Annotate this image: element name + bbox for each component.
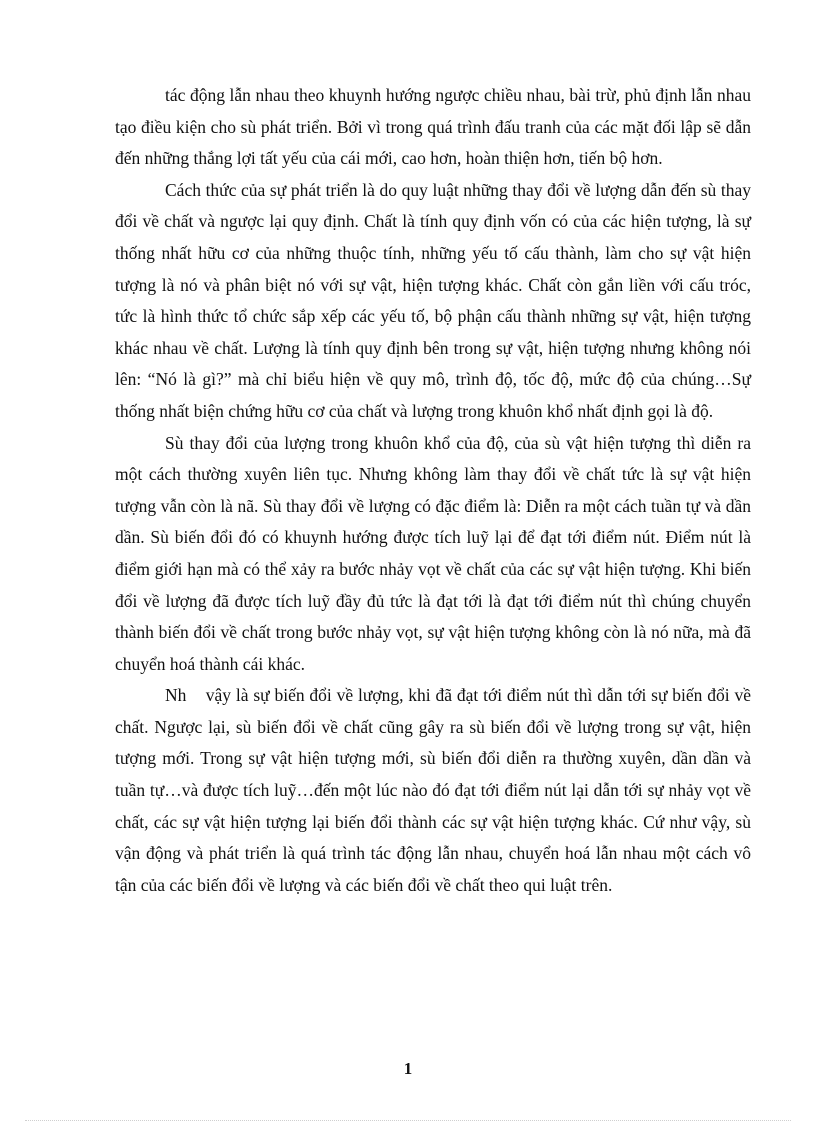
document-body (115, 80, 756, 901)
page-number: 1 (403, 1059, 413, 1078)
paragraph-3: Sù thay đổi của lượng trong khuôn khổ của độ, của sù vật hiện tượng thì diễn ra một cách thường xuyên liên tục. Nhưng không làm thay đổi về chất tức là sự vật hiện tượng vẫn còn là nã. Sù thay đổi về lượng có đặc điểm là: Diễn ra một cách tuần tự và dần dần. Sù biến đổi đó có khuynh hướng được tích luỹ lại để đạt tới điểm nút. Điểm nút là điểm giới hạn mà có thể xảy ra bước nhảy vọt về chất của các sự vật hiện tượng. Khi biến đổi về lượng đã được tích luỹ đầy đủ tức là đạt tới là đạt tới điểm nút thì chúng chuyển thành biến đổi về chất trong bước nhảy vọt, sự vật hiện tượng không còn là nó nữa, mà đã chuyển hoá thành cái khác. (115, 432, 751, 674)
paragraph-1: tác động lẫn nhau theo khuynh hướng ngược chiều nhau, bài trừ, phủ định lẫn nhau tạo điều kiện cho sù phát triển. Bởi vì trong quá trình đấu tranh của các mặt đối lập sẽ dẫn đến những thắng lợi tất yếu của cái mới, cao hơn, hoàn thiện hơn, tiến bộ hơn. (115, 85, 751, 169)
footer-divider (25, 1120, 791, 1121)
paragraph-4: Nh vậy là sự biến đổi về lượng, khi đã đạt tới điểm nút thì dẫn tới sự biến đổi về chất. Ngược lại, sù biến đổi về chất cũng gây ra sù biến đổi về lượng trong sự vật, hiện tượng mới. Trong sự vật hiện tượng mới, sù biến đổi diễn ra thường xuyên, dần dần và tuần tự…và được tích luỹ…đến một lúc nào đó đạt tới điểm nút lại dẫn tới sự nhảy vọt về chất, các sự vật hiện tượng lại biến đổi thành các sự vật hiện tượng khác. Cứ như vậy, sù vận động và phát triển là quá trình tác động lẫn nhau, chuyển hoá lẫn nhau một cách vô tận của các biến đổi về lượng và các biến đổi về chất theo qui luật trên. (115, 685, 756, 895)
paragraph-2: Cách thức của sự phát triển là do quy luật những thay đổi về lượng dẫn đến sù thay đổi về chất và ngược lại quy định. Chất là tính quy định vốn có của các hiện tượng, là sự thống nhất hữu cơ của những thuộc tính, những yếu tố cấu thành, làm cho sự vật hiện tượng là nó và phân biệt nó với sự vật, hiện tượng khác. Chất còn gắn liền với cấu tróc, tức là hình thức tổ chức sắp xếp các yếu tố, bộ phận cấu thành những sự vật, hiện tượng khác nhau về chất. Lượng là tính quy định bên trong sự vật, hiện tượng nhưng không nói lên: “Nó là gì?” mà chỉ biểu hiện về quy mô, trình độ, tốc độ, mức độ của chúng…Sự thống nhất biện chứng hữu cơ của chất và lượng trong khuôn khổ nhất định gọi là độ. (115, 179, 751, 421)
